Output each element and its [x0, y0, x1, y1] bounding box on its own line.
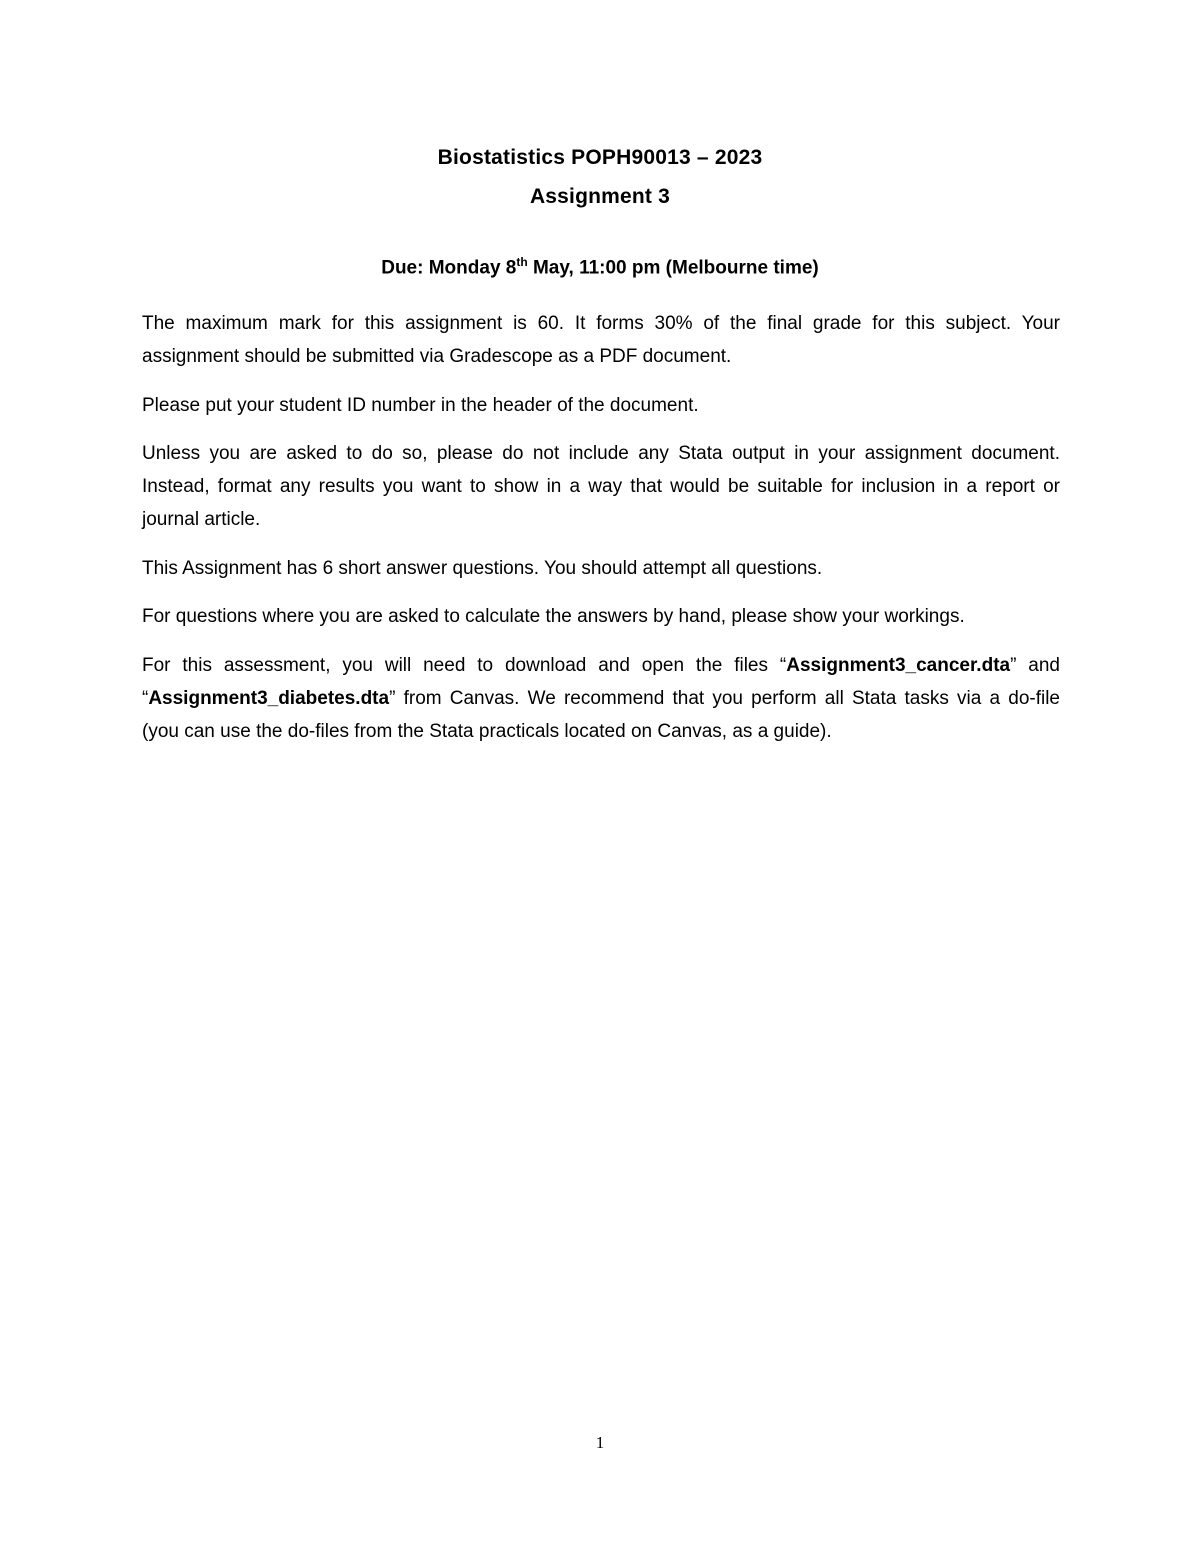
page-number: 1 [595, 1433, 605, 1452]
document-title: Biostatistics POPH90013 – 2023 [437, 146, 763, 169]
data-files-text-3: ” from Canvas. We recommend that you perform all Stata tasks via a do-file (you can use the do-files from the Stata practicals located on Canvas, as a guide). [142, 688, 1060, 742]
data-files-text-1: For this assessment, you will need to download and open the files “ [142, 655, 787, 676]
due-date-prefix: Due: Monday 8 [381, 257, 517, 279]
due-date-suffix: May, 11:00 pm (Melbourne time) [527, 257, 819, 279]
paragraph-show-workings: For questions where you are asked to calculate the answers by hand, please show your workings. [142, 606, 965, 627]
paragraph-max-mark: The maximum mark for this assignment is 60. It forms 30% of the final grade for this subject. Your assignment should be submitted via Gradescope as a PDF document. [142, 313, 1060, 367]
paragraph-data-files [142, 649, 1060, 748]
cancer-data-filename: Assignment3_cancer.dta [786, 655, 1011, 676]
data-files-text-2: ” and “ [142, 655, 1060, 709]
due-date-superscript: th [516, 255, 528, 269]
paragraph-question-count: This Assignment has 6 short answer questions. You should attempt all questions. [142, 558, 823, 579]
paragraph-student-id: Please put your student ID number in the header of the document. [142, 395, 699, 416]
assignment-subtitle: Assignment 3 [529, 185, 671, 208]
paragraph-stata-output: Unless you are asked to do so, please do not include any Stata output in your assignment document. Instead, format any results you want to show in a way that would be suitable for inclusion in a report or journal article. [142, 443, 1060, 530]
due-date [0, 255, 1200, 279]
diabetes-data-filename: Assignment3_diabetes.dta [148, 688, 390, 709]
